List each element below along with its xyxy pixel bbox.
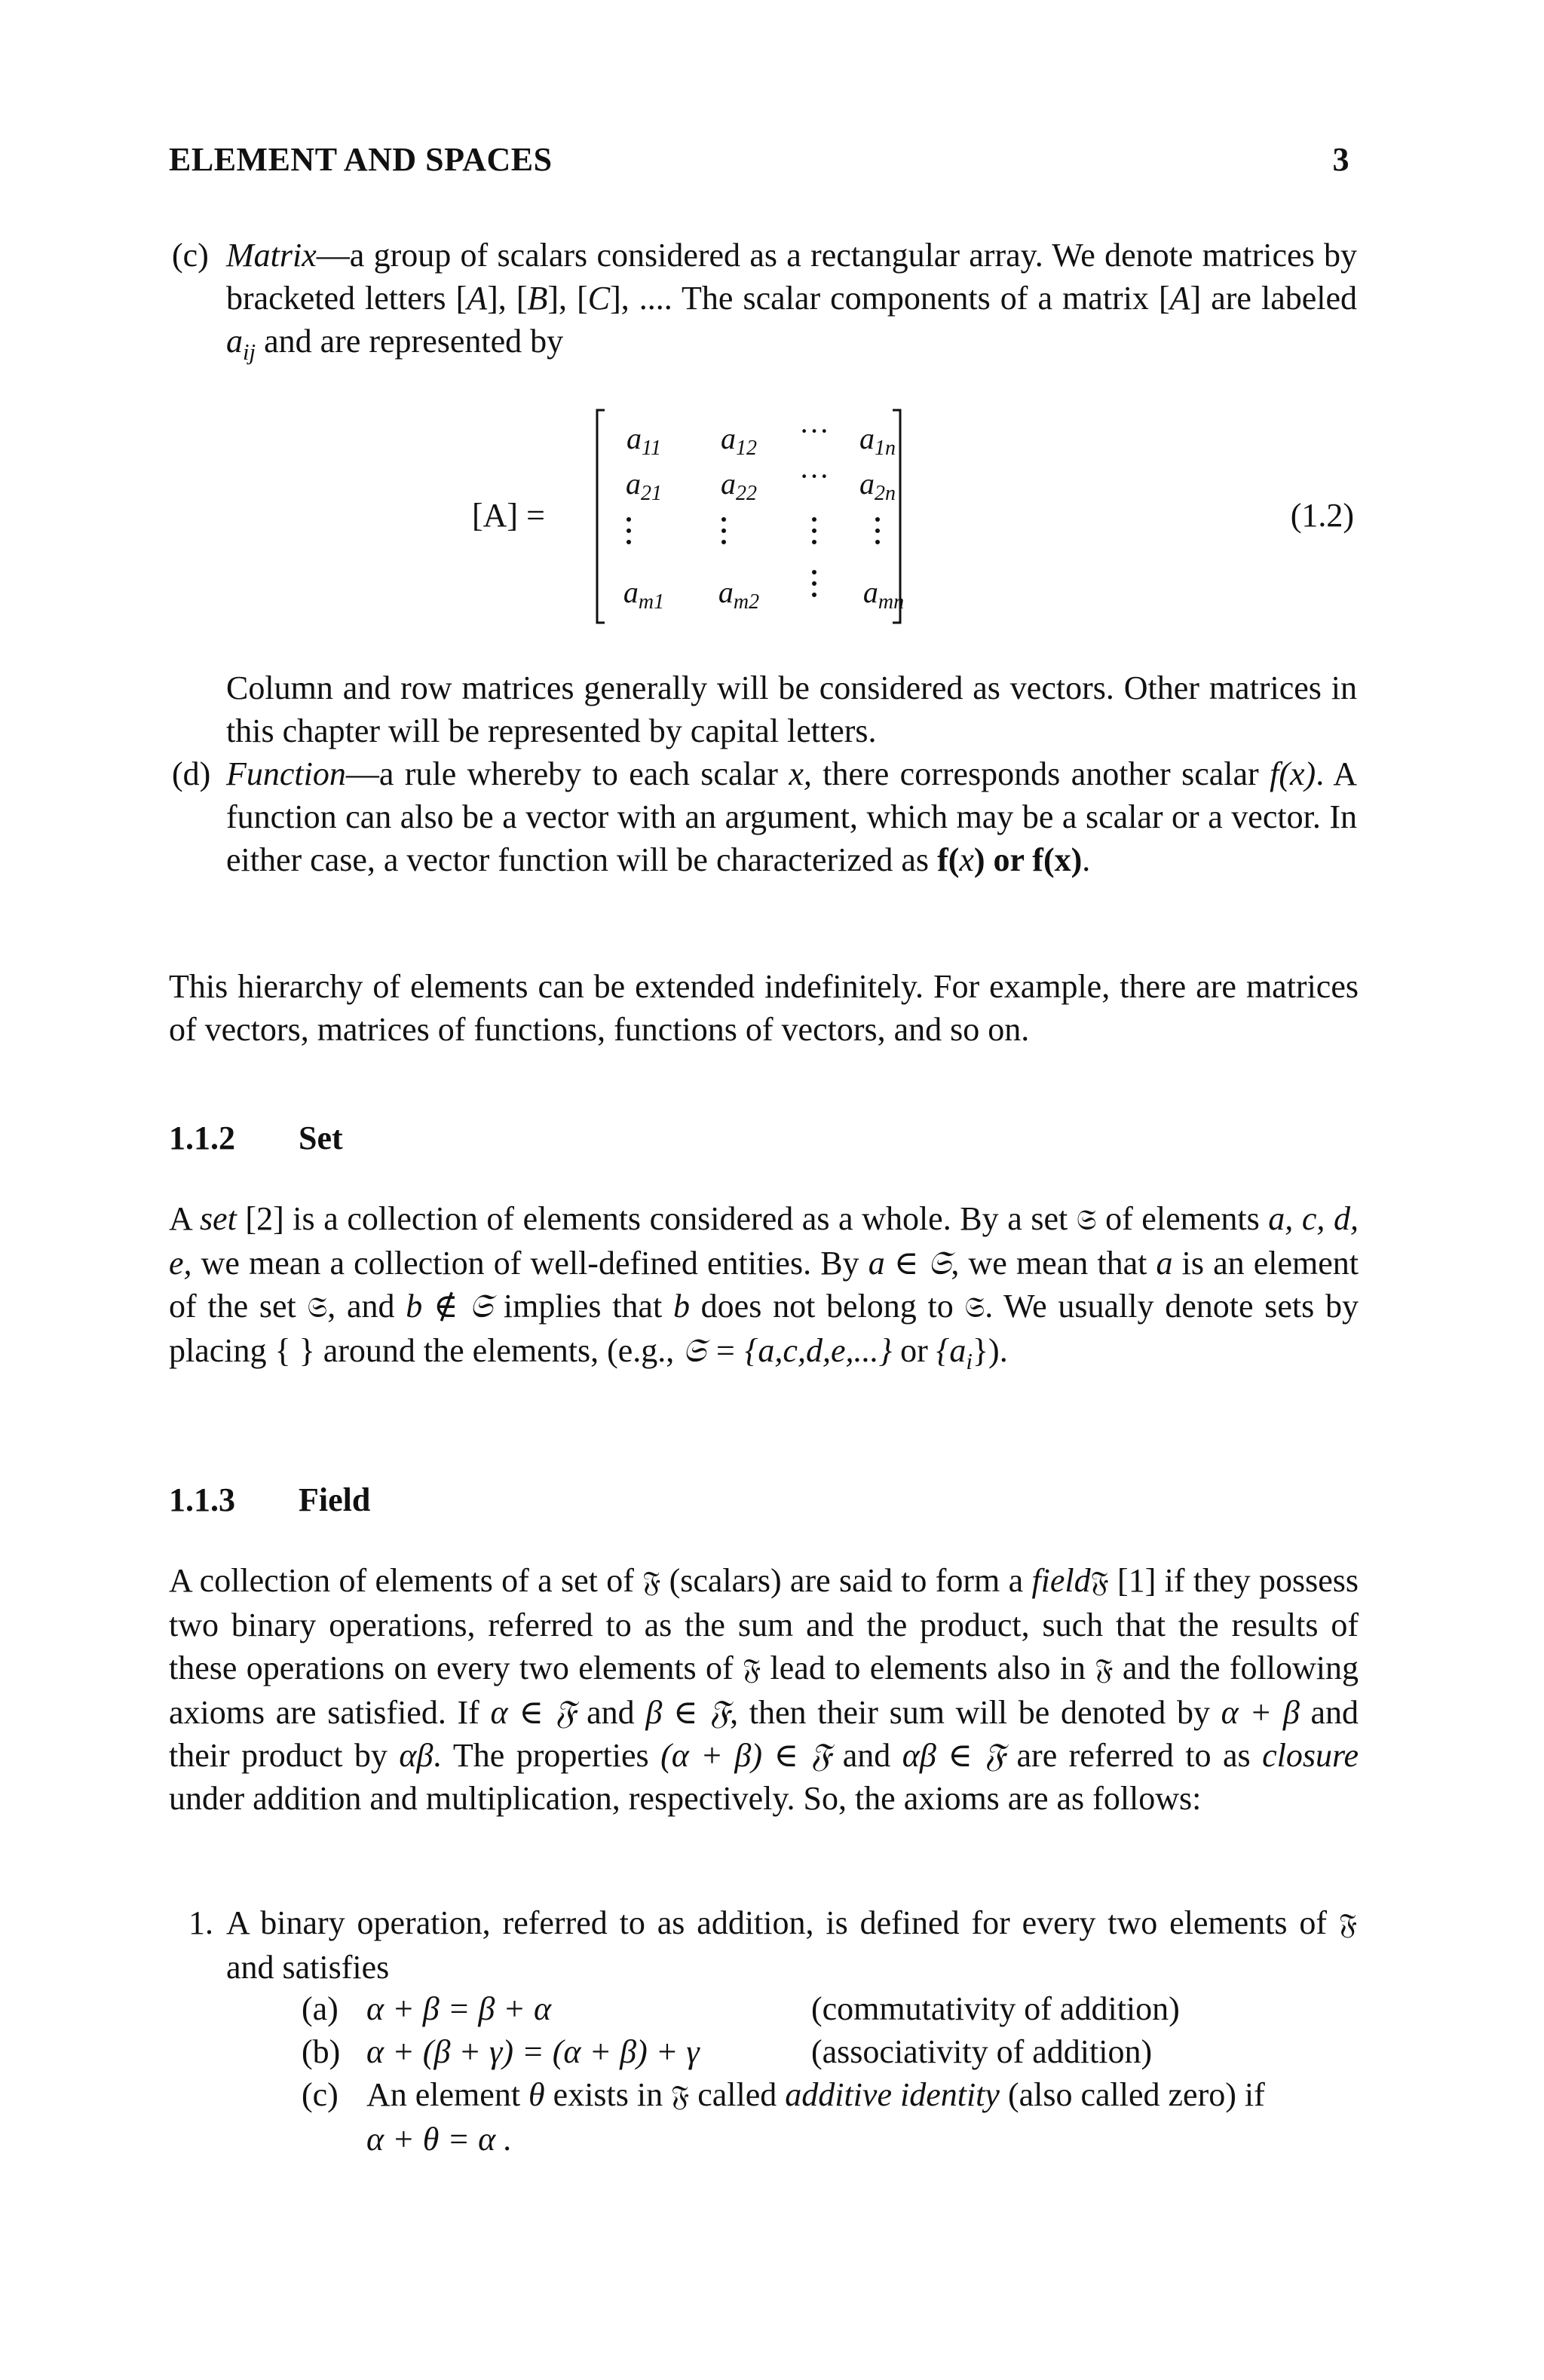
page-number: 3 <box>1332 141 1349 178</box>
text: . A function can also be a vector with an argument, which may be a scalar or a vector. In either case, a vector function will be characterized as <box>226 755 1357 878</box>
paragraph-set: A set [2] is a collection of elements considered as a whole. By a set 𝔖 of elements a, c, d, e, we mean a collection of well-defined entities. By a ∈ 𝔖, we mean that a is an element of the set 𝔖, and b ∉ 𝔖 implies that b does not belong to 𝔖. We usually denote sets by placing { } around the elements, (e.g., 𝔖 = {a,c,d,e,...} or $\{a_i\}$). <box>169 1200 1359 1374</box>
item-matrix <box>172 234 1358 374</box>
text: . <box>1082 841 1091 878</box>
math: C <box>587 280 611 317</box>
section-number: 1.1.2 <box>169 1120 235 1156</box>
matrix-hdots: ··· <box>799 459 829 493</box>
equation-number: (1.2) <box>1290 497 1354 534</box>
math: B <box>527 280 548 317</box>
axiom-1b-note: (associativity of addition) <box>811 2033 1153 2070</box>
matrix-cell: $a_{1n}$ <box>859 421 896 460</box>
axiom-1a: (a) α + β = β + α <box>302 1990 552 2027</box>
axiom-1b: (b) α + (β + γ) = (α + β) + γ <box>302 2033 700 2070</box>
section-number: 1.1.3 <box>169 1481 235 1518</box>
matrix-lhs: [A] = <box>472 497 545 534</box>
text: ], [ <box>487 280 528 317</box>
running-title: ELEMENT AND SPACES <box>169 141 553 178</box>
matrix-vdots <box>811 517 817 551</box>
matrix-vdots <box>626 517 632 551</box>
paragraph-hierarchy: This hierarchy of elements can be extended indefinitely. For example, there are matrices of vectors, matrices of functions, functions of vectors, and so on. <box>169 968 1359 1048</box>
math: a <box>226 323 243 360</box>
text: ], .... The scalar components of a matrix [ <box>610 280 1170 317</box>
text: ] are labeled <box>1190 280 1358 317</box>
item-label: (c) <box>172 237 209 274</box>
math: f(x) <box>1270 755 1316 792</box>
matrix-cell: $a_{12}$ <box>721 421 757 460</box>
axiom-1: 1. A binary operation, referred to as addition, is defined for every two elements of 𝔉 and satisfies <box>226 1901 1357 1989</box>
text: —a rule whereby to each scalar <box>345 755 789 792</box>
text: there corresponds another scalar <box>811 755 1270 792</box>
matrix-cell: $a_{21}$ <box>626 467 662 505</box>
matrix-hdots: ··· <box>799 414 829 448</box>
matrix-cell: $a_{11}$ <box>626 421 661 460</box>
matrix-cell: $a_{m1}$ <box>623 575 665 614</box>
math: x <box>959 841 974 878</box>
axiom-1c: (c) An element θ exists in 𝔉 called additive identity (also called zero) if α + θ = α . <box>302 2076 1265 2158</box>
matrix-cell: $a_{2n}$ <box>859 467 896 505</box>
running-header <box>169 140 1349 179</box>
math: A <box>1169 280 1190 317</box>
term-matrix: Matrix <box>226 237 317 274</box>
paragraph-field: A collection of elements of a set of 𝔉 (scalars) are said to form a field𝔉 [1] if they possess two binary operations, referred to as the sum and the product, such that the results of these operations on every two elements of 𝔉 lead to elements also in 𝔉 and the following axioms are satisfied. If α ∈ 𝔉 and β ∈ 𝔉, then their sum will be denoted by α + β and their product by αβ. The properties (α + β) ∈ 𝔉 and αβ ∈ 𝔉 are referred to as closure under addition and multiplication, respectively. So, the axioms are as follows: <box>169 1562 1359 1817</box>
section-title: Set <box>299 1120 343 1156</box>
section-heading-set <box>169 1119 343 1157</box>
math: ) or <box>973 841 1033 878</box>
matrix-vdots <box>721 517 727 551</box>
matrix-cell: $a_{mn}$ <box>862 575 905 614</box>
matrix-cell: $a_{m2}$ <box>718 575 760 614</box>
math: x, <box>789 755 812 792</box>
text: ], [ <box>547 280 588 317</box>
math: f( <box>937 841 960 878</box>
section-heading-field <box>169 1481 370 1519</box>
equation-1-2 <box>472 407 1362 626</box>
section-title: Field <box>299 1481 371 1518</box>
matrix-cell: $a_{22}$ <box>721 467 757 505</box>
math: ij <box>243 338 256 365</box>
matrix-vdots <box>811 570 817 604</box>
paragraph-after-matrix: Column and row matrices generally will be considered as vectors. Other matrices in this chapter will be represented by capital letters. <box>226 669 1357 749</box>
math: f(x) <box>1032 841 1083 878</box>
term-function: Function <box>226 755 346 792</box>
item-function <box>172 752 1357 881</box>
axiom-1a-note: (commutativity of addition) <box>811 1990 1180 2027</box>
math: A <box>467 280 488 317</box>
matrix-vdots <box>875 517 881 551</box>
text: —a group of scalars considered as a rectangular array. We denote matrices by bracketed letters [ <box>226 237 1357 317</box>
item-label: (d) <box>172 755 211 792</box>
axiom-number: 1. <box>188 1904 213 1941</box>
text: and are represented by <box>256 323 564 360</box>
